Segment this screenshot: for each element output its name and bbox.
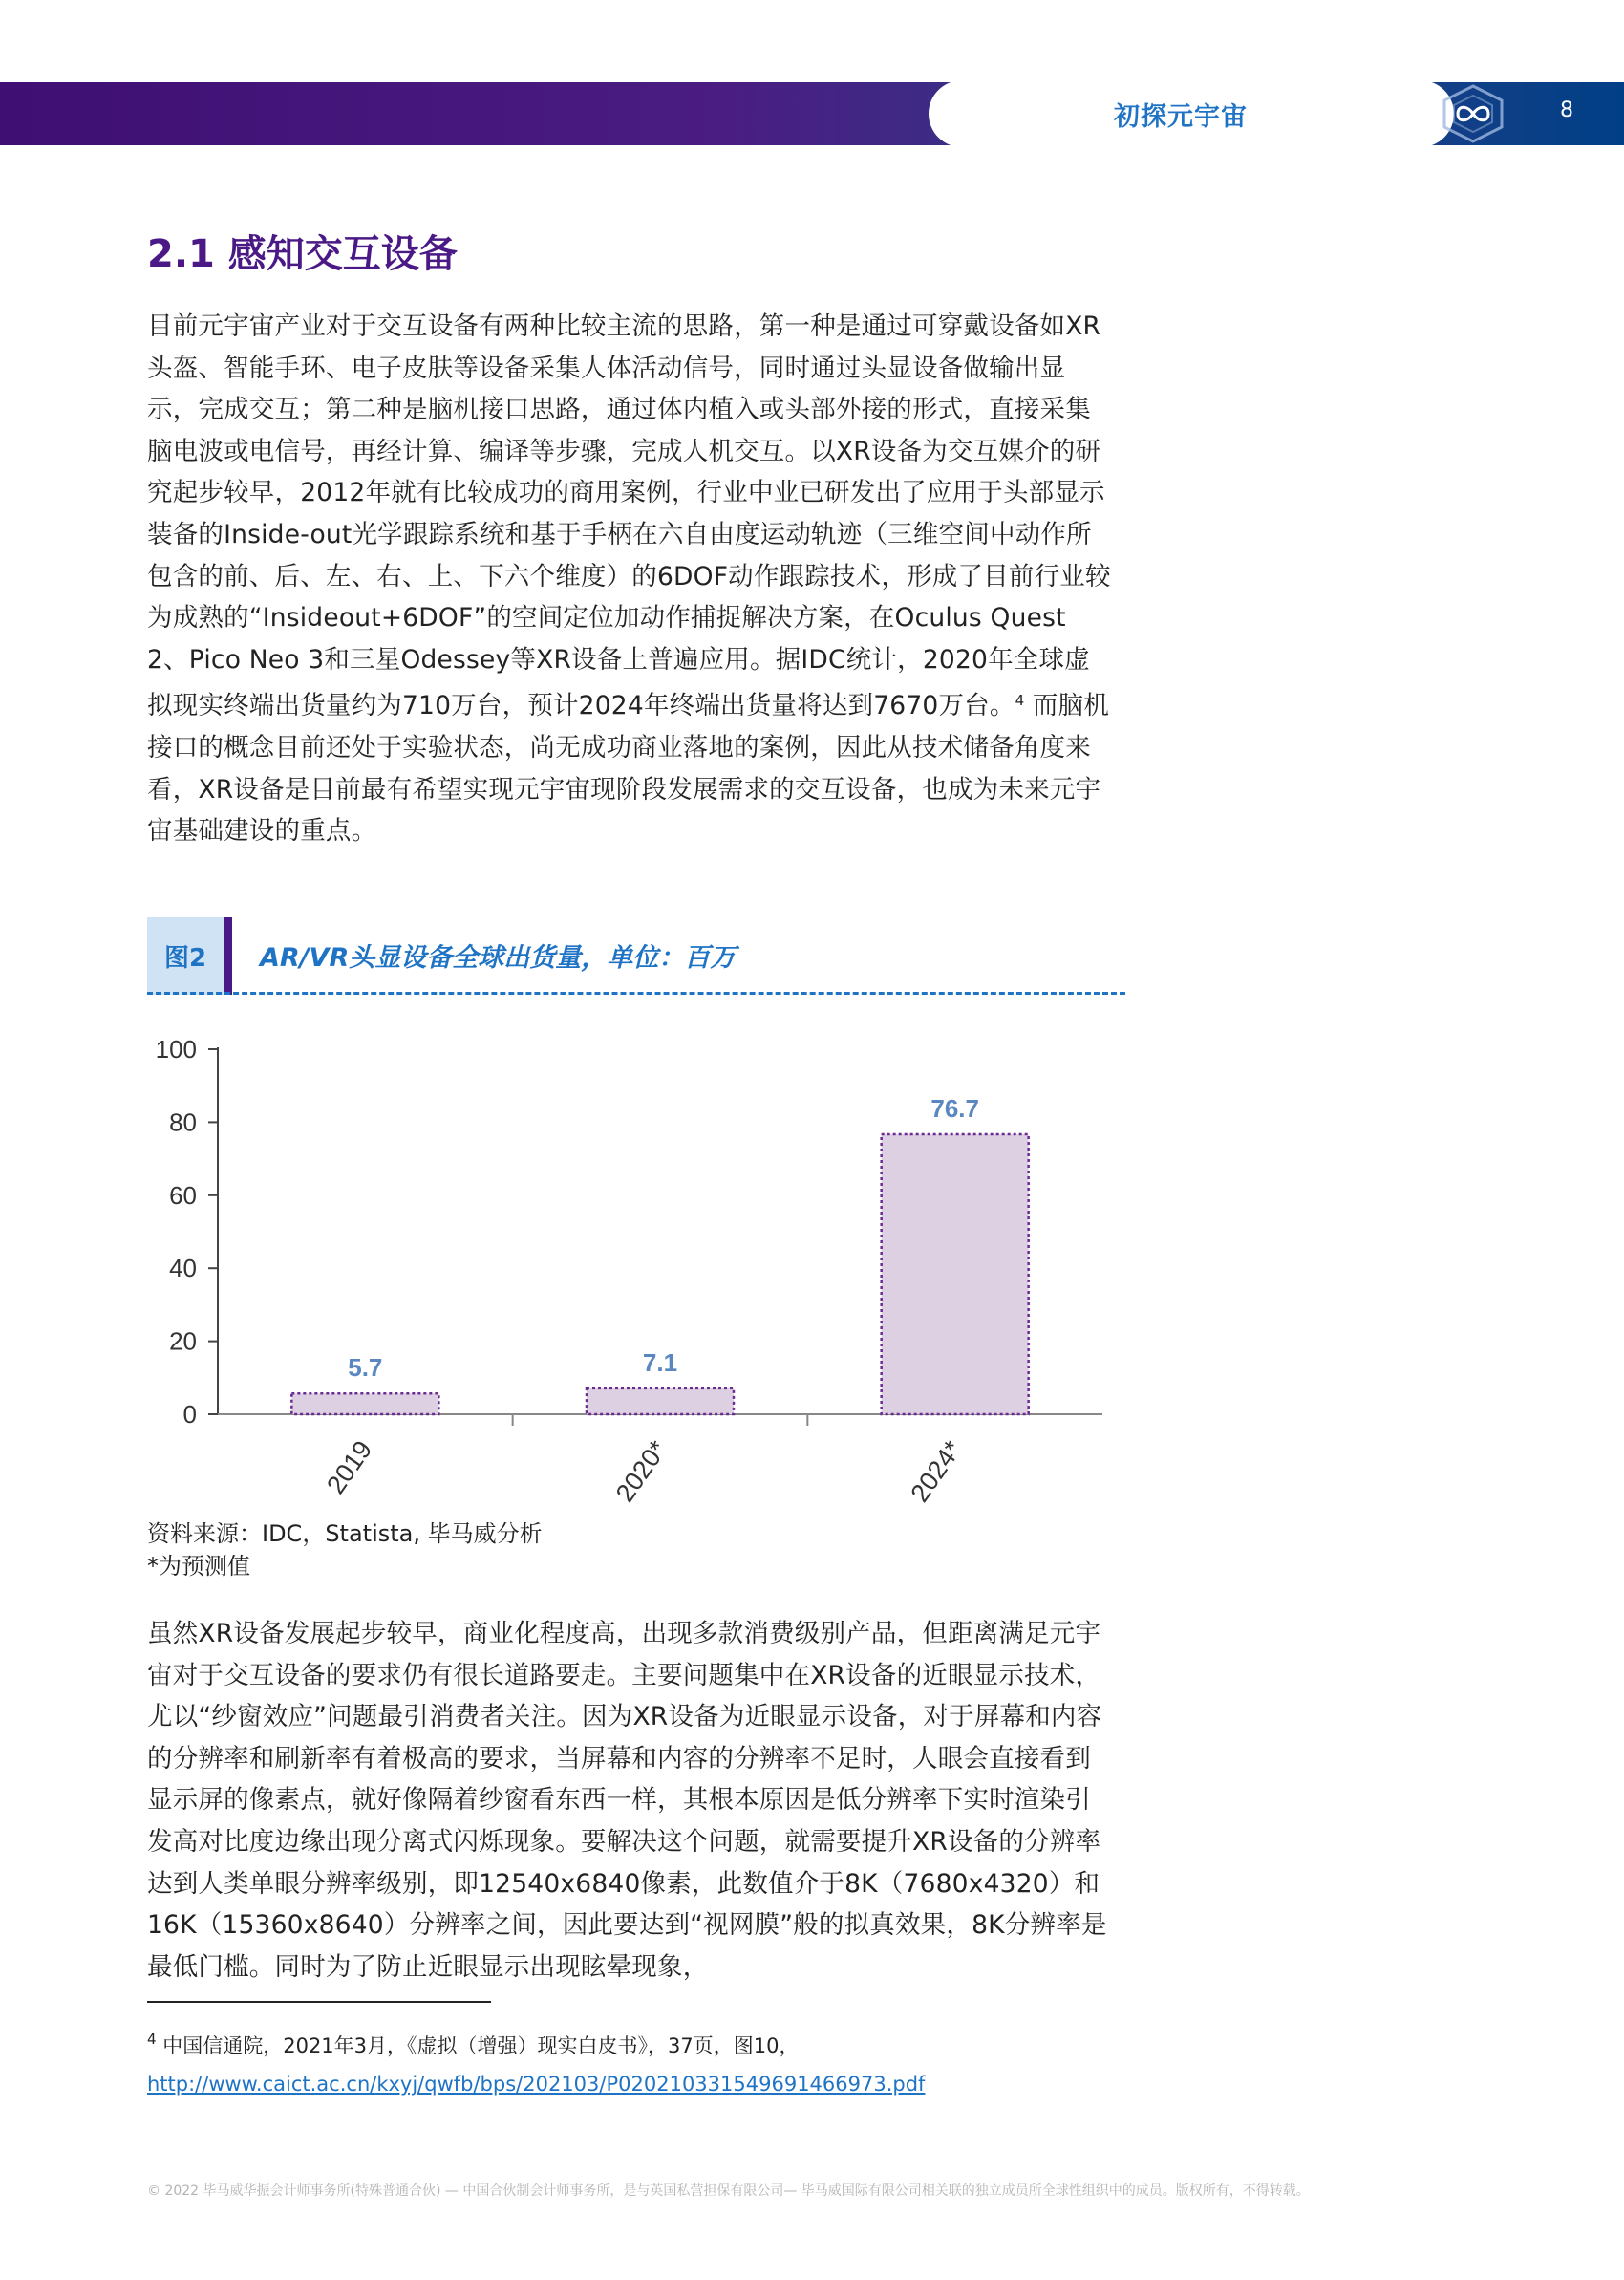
footnote bbox=[147, 2020, 925, 2103]
infinity-hexagon-icon bbox=[1435, 82, 1511, 145]
y-tick-label: 100 bbox=[155, 1035, 197, 1064]
y-tick-label: 40 bbox=[169, 1254, 197, 1283]
footnote-text: 中国信通院，2021年3月，《虚拟（增强）现实白皮书》，37页，图10， bbox=[156, 2034, 800, 2057]
bar-2019 bbox=[291, 1393, 438, 1414]
paragraph-intro bbox=[147, 306, 1112, 852]
paragraph-resolution: 虽然XR设备发展起步较早，商业化程度高，出现多款消费级别产品，但距离满足元宇宙对于交互设备的要求仍有很长道路要走。主要问题集中在XR设备的近眼显示技术，尤以“纱窗效应”问题最引消费者关注。因为XR设备为近眼显示设备，对于屏幕和内容的分辨率和刷新率有着极高的要求，当屏幕和内容的分辨率不足时，人眼会直接看到显示屏的像素点，就好像隔着纱窗看东西一样，其根本原因是低分辨率下实时渲染引发高对比度边缘出现分离式闪烁现象。要解决这个问题，就需要提升XR设备的分辨率达到人类单眼分辨率级别，即12540x6840像素，此数值介于8K（7680x4320）和16K（15360x8640）分辨率之间，因此要达到“视网膜”般的拟真效果，8K分辨率是最低门槛。同时为了防止近眼显示出现眩晕现象， bbox=[147, 1619, 1107, 1982]
paragraph-intro-text: 目前元宇宙产业对于交互设备有两种比较主流的思路，第一种是通过可穿戴设备如XR头盔、智能手环、电子皮肤等设备采集人体活动信号，同时通过头显设备做输出显示，完成交互；第二种是脑机接口思路，通过体内植入或头部外接的形式，直接采集脑电波或电信号，再经计算、编译等步骤，完成人机交互。以XR设备为交互媒介的研究起步较早，2012年就有比较成功的商用案例，行业中业已研发出了应用于头部显示装备的Inside-out光学跟踪系统和基于手柄在六自由度运动轨迹（三维空间中动作所包含的前、后、左、右、上、下六个维度）的6DOF动作跟踪技术，形成了目前行业较为成熟的“Insideout+6DOF”的空间定位加动作捕捉解决方案，在Oculus Quest 2、Pico Neo 3和三星Odessey等XR设备上普遍应用。据IDC统计，2020年全球虚拟现实终端出货量约为710万台，预计2024年终端出货量将达到7670万台。 bbox=[147, 312, 1111, 721]
figure-accent-bar bbox=[224, 917, 232, 995]
footnote-ref[interactable]: 4 bbox=[1015, 692, 1025, 710]
figure-caption: AR/VR头显设备全球出货量，单位：百万 bbox=[260, 943, 737, 973]
figure-source: 资料来源：IDC，Statista, 毕马威分析 bbox=[147, 1520, 543, 1547]
data-label: 5.7 bbox=[348, 1353, 383, 1383]
y-tick-label: 20 bbox=[169, 1326, 197, 1356]
copyright-notice: © 2022 毕马威华振会计师事务所(特殊普通合伙) — 中国合伙制会计师事务所，是与英国私营担保有限公司— 毕马威国际有限公司相关联的独立成员所全球性组织中的成员。版权所有，不得转载。 bbox=[147, 2183, 1310, 2199]
bar-2024* bbox=[882, 1134, 1029, 1414]
y-tick-label: 80 bbox=[169, 1108, 197, 1137]
footnote-rule bbox=[147, 2001, 491, 2003]
shipment-bar-chart bbox=[134, 1022, 1127, 1519]
figure-label: 图2 bbox=[147, 917, 224, 995]
data-label: 7.1 bbox=[642, 1347, 678, 1377]
figure-source-block bbox=[147, 1517, 543, 1582]
y-tick-label: 60 bbox=[169, 1180, 197, 1210]
header-pill bbox=[929, 80, 1454, 147]
x-tick-label: 2020* bbox=[609, 1435, 673, 1508]
footnote-marker: 4 bbox=[147, 2031, 157, 2048]
figure-divider bbox=[147, 992, 1125, 995]
data-label: 76.7 bbox=[930, 1094, 979, 1124]
bar-2020* bbox=[587, 1388, 734, 1414]
header-title: 初探元宇宙 bbox=[1114, 101, 1248, 132]
y-tick-label: 0 bbox=[182, 1400, 197, 1429]
x-tick-label: 2024* bbox=[905, 1435, 968, 1508]
paragraph-intro-tail: 而脑机接口的概念目前还处于实验状态，尚无成功商业落地的案例，因此从技术储备角度来看，XR设备是目前最有希望实现元宇宙现阶段发展需求的交互设备，也成为未来元宇宙基础建设的重点。 bbox=[147, 691, 1110, 847]
x-tick-label: 2019 bbox=[321, 1435, 378, 1499]
page-number: 8 bbox=[1560, 98, 1573, 122]
section-heading: 2.1 感知交互设备 bbox=[147, 232, 458, 276]
figure-note: *为预测值 bbox=[147, 1553, 250, 1580]
footnote-link[interactable]: http://www.caict.ac.cn/kxyj/qwfb/bps/202103/P020210331549691466973.pdf bbox=[147, 2073, 926, 2096]
